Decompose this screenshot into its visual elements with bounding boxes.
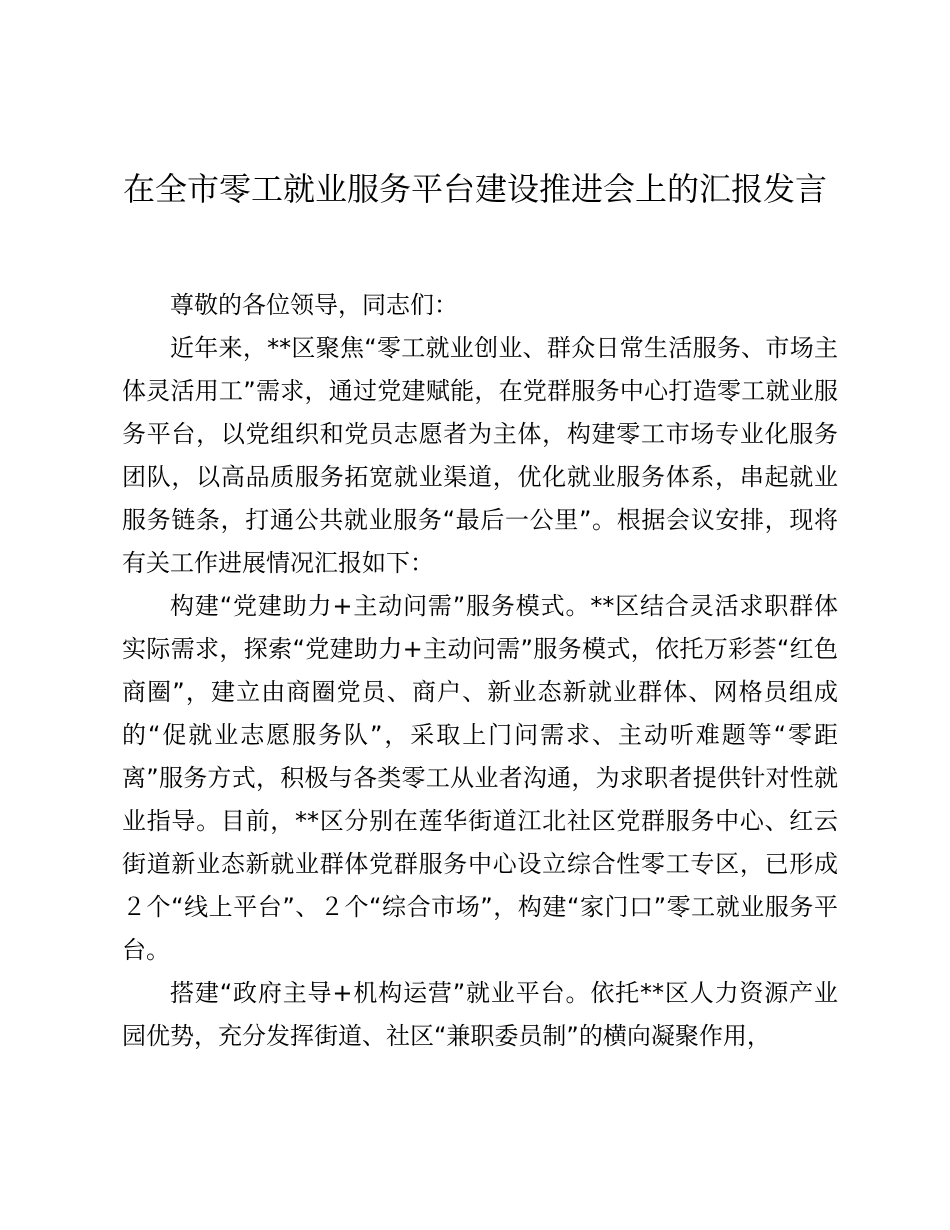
document-body [122,284,838,1058]
platform-paragraph: 搭建“政府主导+机构运营”就业平台。依托**区人力资源产业园优势，充分发挥街道、社区“兼职委员制”的横向凝聚作用， [122,979,838,1050]
document-title: 在全市零工就业服务平台建设推进会上的汇报发言 [122,170,827,208]
intro-paragraph: 近年来，**区聚焦“零工就业创业、群众日常生活服务、市场主体灵活用工”需求，通过党建赋能，在党群服务中心打造零工就业服务平台，以党组织和党员志愿者为主体，构建零工市场专业化服务团队，以高品质服务拓宽就业渠道，优化就业服务体系，串起就业服务链条，打通公共就业服务“最后一公里”。根据会议安排，现将有关工作进展情况汇报如下： [122,334,838,577]
salutation-paragraph: 尊敬的各位领导，同志们： [170,291,458,319]
service-model-paragraph: 构建“党建助力+主动问需”服务模式。**区结合灵活求职群体实际需求，探索“党建助力+主动问需”服务模式，依托万彩荟“红色商圈”，建立由商圈党员、商户、新业态新就业群体、网格员组成的“促就业志愿服务队”，采取上门问需求、主动听难题等“零距离”服务方式，积极与各类零工从业者沟通，为求职者提供针对性就业指导。目前，**区分别在莲华街道江北社区党群服务中心、红云街道新业态新就业群体党群服务中心设立综合性零工专区，已形成２个“线上平台”、２个“综合市场”，构建“家门口”零工就业服务平台。 [122,592,838,964]
